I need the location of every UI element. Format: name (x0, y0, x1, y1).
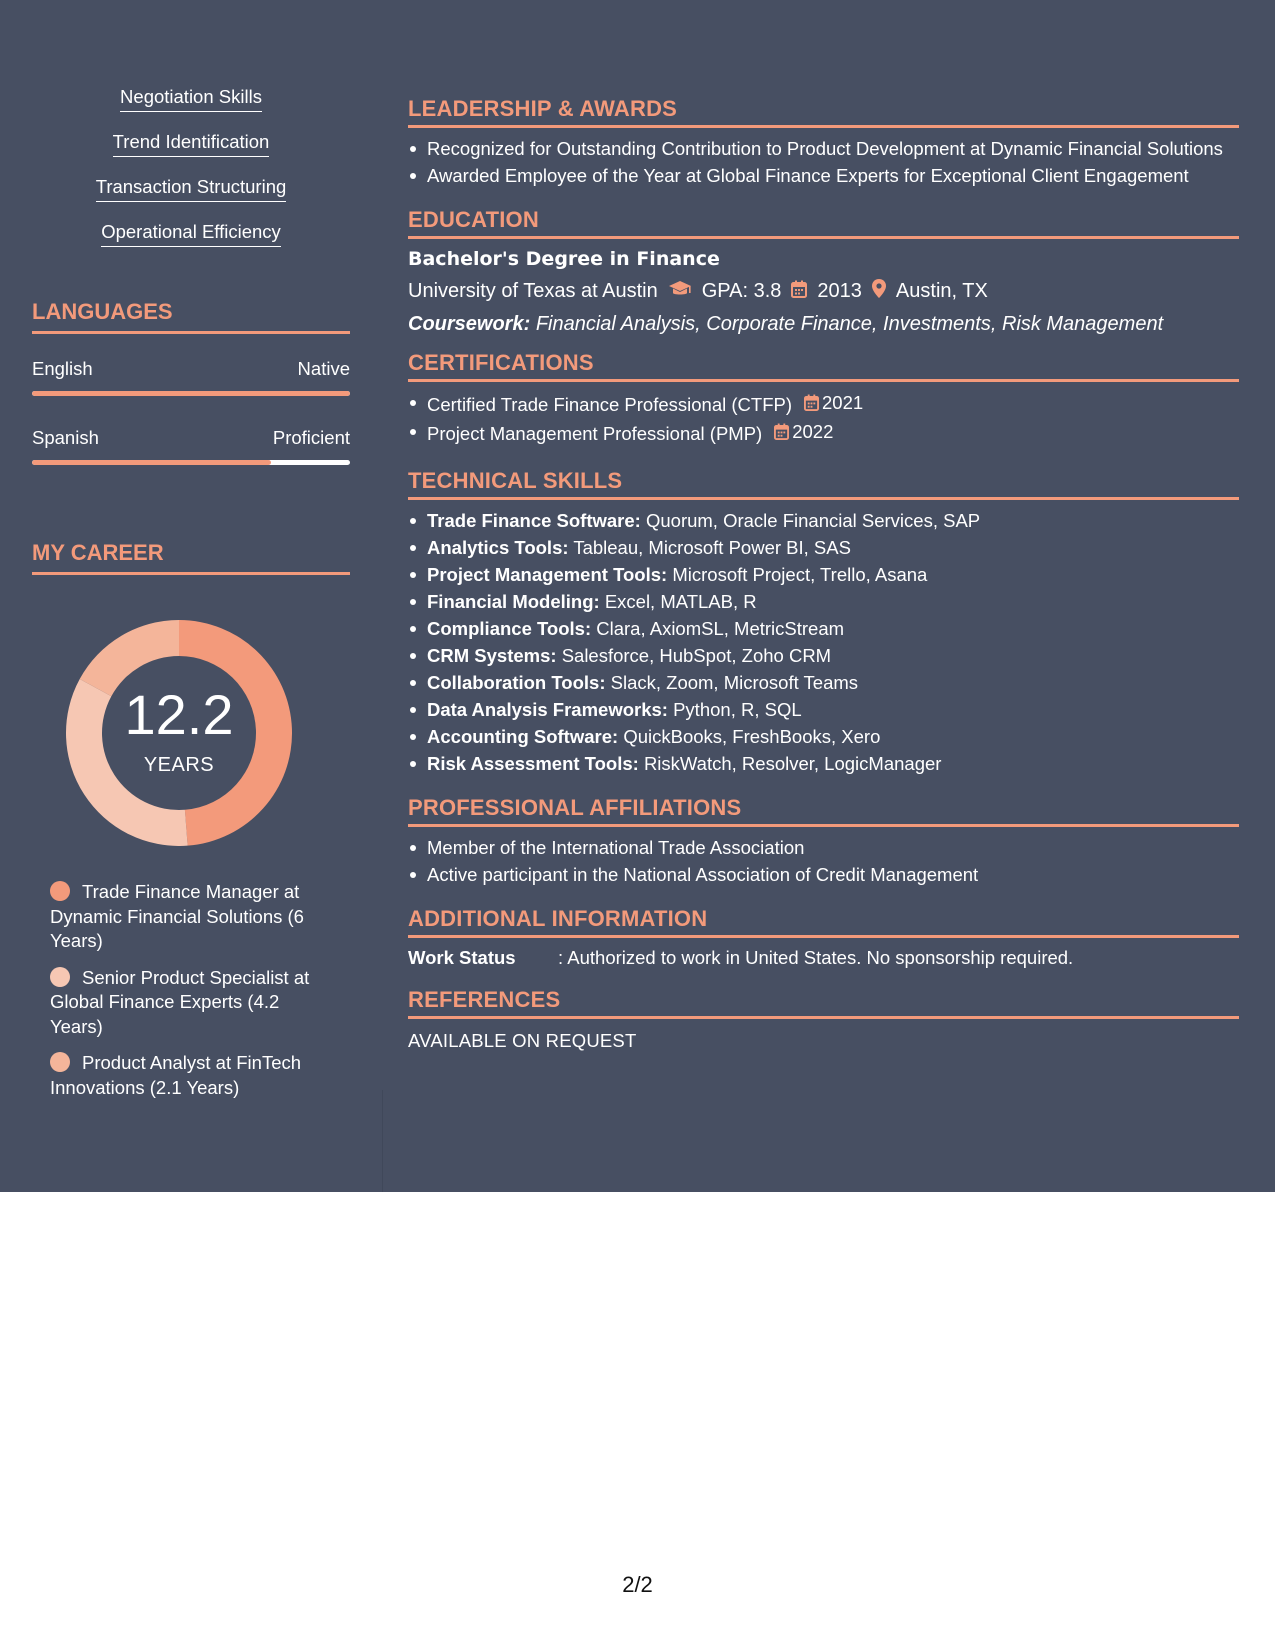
languages-heading: LANGUAGES (32, 299, 350, 334)
list-item: Active participant in the National Association of Credit Management (408, 861, 1239, 888)
list-item: Financial Modeling: Excel, MATLAB, R (408, 588, 1239, 615)
certification-name: Certified Trade Finance Professional (CTFP) (427, 394, 792, 415)
proficiency-bar (32, 391, 350, 396)
language-name: Spanish (32, 427, 99, 448)
certifications-section (408, 350, 1239, 447)
list-item (408, 389, 1239, 418)
list-item: Compliance Tools: Clara, AxiomSL, MetricStream (408, 615, 1239, 642)
list-item: Awarded Employee of the Year at Global Finance Experts for Exceptional Client Engagement (408, 162, 1239, 189)
leadership-list (408, 135, 1239, 189)
additional-info-section (408, 906, 1239, 969)
leadership-section (408, 96, 1239, 189)
list-item: Data Analysis Frameworks: Python, R, SQL (408, 696, 1239, 723)
list-item: Collaboration Tools: Slack, Zoom, Microsoft Teams (408, 669, 1239, 696)
references-section (408, 987, 1239, 1052)
list-item: Project Management Tools: Microsoft Project, Trello, Asana (408, 561, 1239, 588)
language-spanish (32, 427, 350, 465)
certification-year: 2021 (822, 392, 864, 413)
list-item: CRM Systems: Salesforce, HubSpot, Zoho CRM (408, 642, 1239, 669)
language-name: English (32, 358, 93, 379)
list-item: Recognized for Outstanding Contribution to Product Development at Dynamic Financial Solutions (408, 135, 1239, 162)
donut-center (66, 620, 292, 846)
skill-tag: Operational Efficiency (32, 221, 350, 266)
calendar-icon (791, 280, 807, 304)
section-title: TECHNICAL SKILLS (408, 468, 1239, 500)
calendar-icon (804, 394, 819, 411)
skill-tag: Trend Identification (32, 131, 350, 176)
list-item: Risk Assessment Tools: RiskWatch, Resolver, LogicManager (408, 750, 1239, 777)
section-title: PROFESSIONAL AFFILIATIONS (408, 795, 1239, 827)
page-number: 2/2 (622, 1572, 653, 1597)
certification-year: 2022 (792, 421, 834, 442)
calendar-icon (774, 423, 789, 440)
coursework-list: Financial Analysis, Corporate Finance, Investments, Risk Management (535, 313, 1164, 335)
language-english (32, 358, 350, 396)
work-status-row (408, 947, 1239, 969)
school-name: University of Texas at Austin (408, 280, 658, 302)
certifications-list (408, 389, 1239, 447)
education-section (408, 207, 1239, 336)
language-level: Native (297, 358, 350, 379)
language-level: Proficient (272, 427, 350, 448)
list-item: Accounting Software: QuickBooks, FreshBooks, Xero (408, 723, 1239, 750)
education-location: Austin, TX (895, 280, 988, 302)
technical-skills-list (408, 507, 1239, 777)
section-title: EDUCATION (408, 207, 1239, 239)
skills-list (32, 86, 350, 266)
career-legend-item: Product Analyst at FinTech Innovations (2.1 Years) (50, 1052, 302, 1098)
career-legend-item: Senior Product Specialist at Global Finance Experts (4.2 Years) (50, 966, 310, 1037)
career-legend (50, 880, 330, 1112)
references-text: AVAILABLE ON REQUEST (408, 1030, 637, 1051)
coursework (408, 313, 1239, 336)
coursework-label: Coursework: (408, 313, 531, 335)
proficiency-fill (32, 391, 350, 396)
graduation-cap-icon (668, 280, 692, 304)
legend-dot (50, 1052, 70, 1072)
affiliations-section (408, 795, 1239, 888)
list-item: Analytics Tools: Tableau, Microsoft Power BI, SAS (408, 534, 1239, 561)
certification-name: Project Management Professional (PMP) (427, 423, 763, 444)
education-details (408, 279, 1239, 304)
skill-tag: Transaction Structuring (32, 176, 350, 221)
section-title: REFERENCES (408, 987, 1239, 1019)
proficiency-fill (32, 460, 271, 465)
section-title: CERTIFICATIONS (408, 350, 1239, 382)
sidebar (0, 0, 383, 1192)
section-title: LEADERSHIP & AWARDS (408, 96, 1239, 128)
skill-tag: Negotiation Skills (32, 86, 350, 131)
work-status-value: : Authorized to work in United States. No sponsorship required. (558, 947, 1074, 968)
list-item: Member of the International Trade Association (408, 834, 1239, 861)
gpa: GPA: 3.8 (701, 280, 782, 302)
legend-dot (50, 881, 70, 901)
legend-dot (50, 967, 70, 987)
column-divider (382, 1090, 383, 1192)
proficiency-bar (32, 460, 350, 465)
career-total-years: 12.2 (124, 683, 234, 746)
career-heading: MY CAREER (32, 540, 350, 575)
career-total-unit: YEARS (143, 754, 215, 776)
list-item (408, 418, 1239, 447)
affiliations-list (408, 834, 1239, 888)
graduation-year: 2013 (817, 280, 862, 302)
work-status-label: Work Status (408, 947, 516, 968)
location-pin-icon (872, 279, 886, 304)
list-item: Trade Finance Software: Quorum, Oracle Financial Services, SAP (408, 507, 1239, 534)
section-title: ADDITIONAL INFORMATION (408, 906, 1239, 938)
career-donut-chart (66, 620, 292, 846)
career-legend-item: Trade Finance Manager at Dynamic Financial Solutions (6 Years) (50, 881, 304, 951)
technical-skills-section (408, 468, 1239, 777)
degree-title: Bachelor's Degree in Finance (408, 248, 720, 270)
